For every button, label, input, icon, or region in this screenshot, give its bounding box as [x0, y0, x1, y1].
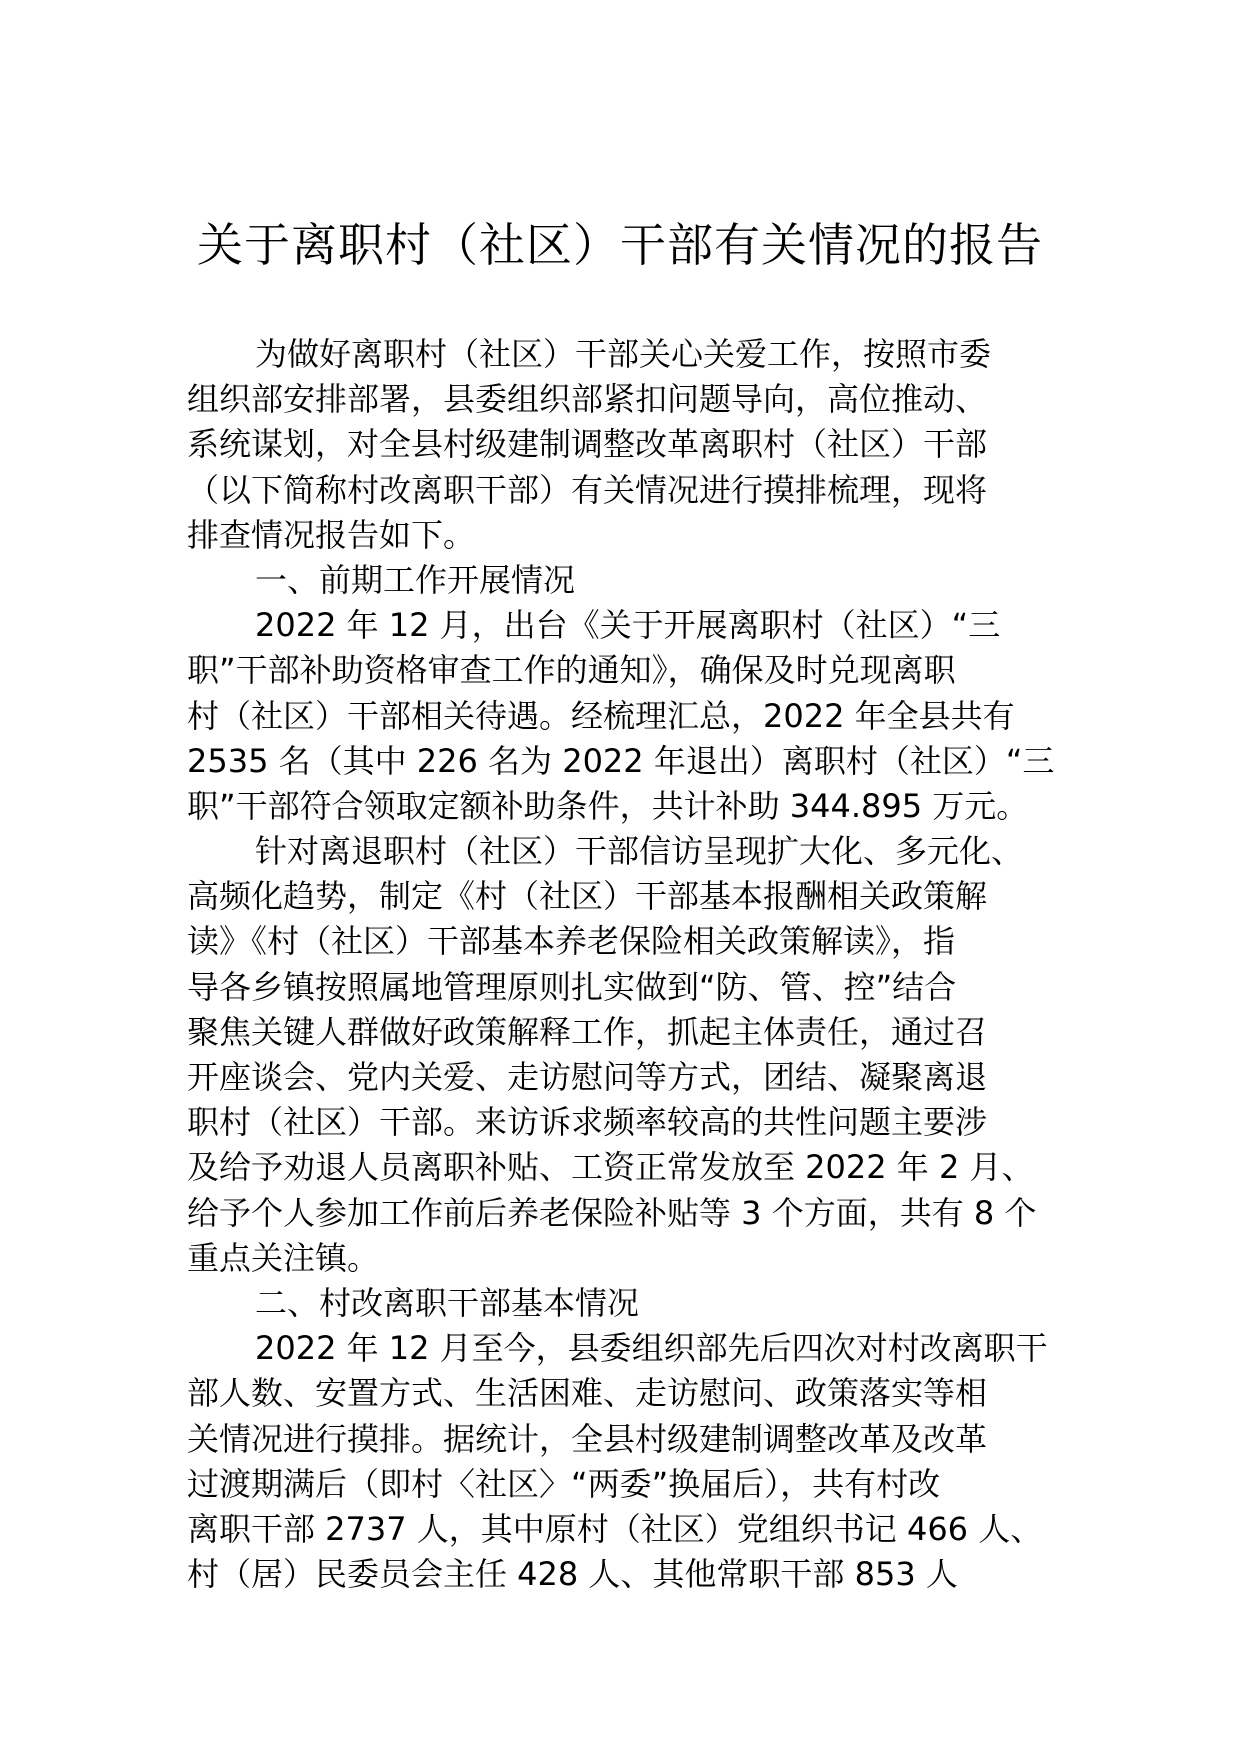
paragraph-line: 针对离退职村（社区）干部信访呈现扩大化、多元化、 [255, 832, 1024, 871]
paragraph-line: 村（居）民委员会主任 428 人、其他常职干部 853 人 [187, 1555, 958, 1594]
paragraph-line: 职”干部补助资格审查工作的通知》，确保及时兑现离职 [187, 651, 956, 690]
paragraph-line: 为做好离职村（社区）干部关心关爱工作，按照市委 [255, 335, 992, 373]
paragraph-line: 及给予劝退人员离职补贴、工资正常发放至 2022 年 2 月、 [187, 1148, 1034, 1187]
paragraph-line: （以下简称村改离职干部）有关情况进行摸排梳理，现将 [187, 470, 988, 509]
paragraph-line: 读》《村（社区）干部基本养老保险相关政策解读》，指 [187, 922, 956, 961]
paragraph-line: 排查情况报告如下。 [187, 515, 476, 554]
paragraph-line: 给予个人参加工作前后养老保险补贴等 3 个方面，共有 8 个 [187, 1193, 1037, 1232]
paragraph-line: 开座谈会、党内关爱、走访慰问等方式，团结、凝聚离退 [187, 1058, 988, 1096]
section-heading: 二、村改离职干部基本情况 [255, 1283, 640, 1322]
paragraph-line: 村（社区）干部相关待遇。经梳理汇总，2022 年全县共有 [187, 696, 1015, 735]
paragraph-line: 重点关注镇。 [187, 1238, 380, 1277]
paragraph-line: 2535 名（其中 226 名为 2022 年退出）离职村（社区）“三 [187, 741, 1055, 780]
paragraph-line: 聚焦关键人群做好政策解释工作，抓起主体责任，通过召 [187, 1012, 988, 1051]
section-heading: 一、前期工作开展情况 [255, 560, 576, 599]
paragraph-line: 关情况进行摸排。据统计，全县村级建制调整改革及改革 [187, 1419, 988, 1458]
paragraph-line: 职”干部符合领取定额补助条件，共计补助 344.895 万元。 [187, 786, 1029, 825]
paragraph-line: 职村（社区）干部。来访诉求频率较高的共性问题主要涉 [187, 1103, 988, 1142]
document-title: 关于离职村（社区）干部有关情况的报告 [197, 218, 1043, 272]
document-body [187, 332, 1067, 1597]
paragraph-line: 高频化趋势，制定《村（社区）干部基本报酬相关政策解 [187, 877, 988, 916]
paragraph-line: 系统谋划，对全县村级建制调整改革离职村（社区）干部 [187, 425, 988, 464]
paragraph-line: 部人数、安置方式、生活困难、走访慰问、政策落实等相 [187, 1374, 988, 1413]
paragraph-line: 组织部安排部署，县委组织部紧扣问题导向，高位推动、 [187, 380, 988, 419]
paragraph-line: 导各乡镇按照属地管理原则扎实做到“防、管、控”结合 [187, 967, 957, 1006]
paragraph-line: 离职干部 2737 人，其中原村（社区）党组织书记 466 人、 [187, 1509, 1043, 1548]
paragraph-line: 过渡期满后（即村〈社区〉“两委”换届后），共有村改 [187, 1464, 941, 1503]
paragraph-line: 2022 年 12 月，出台《关于开展离职村（社区）“三 [255, 606, 1001, 645]
paragraph-line: 2022 年 12 月至今，县委组织部先后四次对村改离职干 [255, 1329, 1048, 1368]
